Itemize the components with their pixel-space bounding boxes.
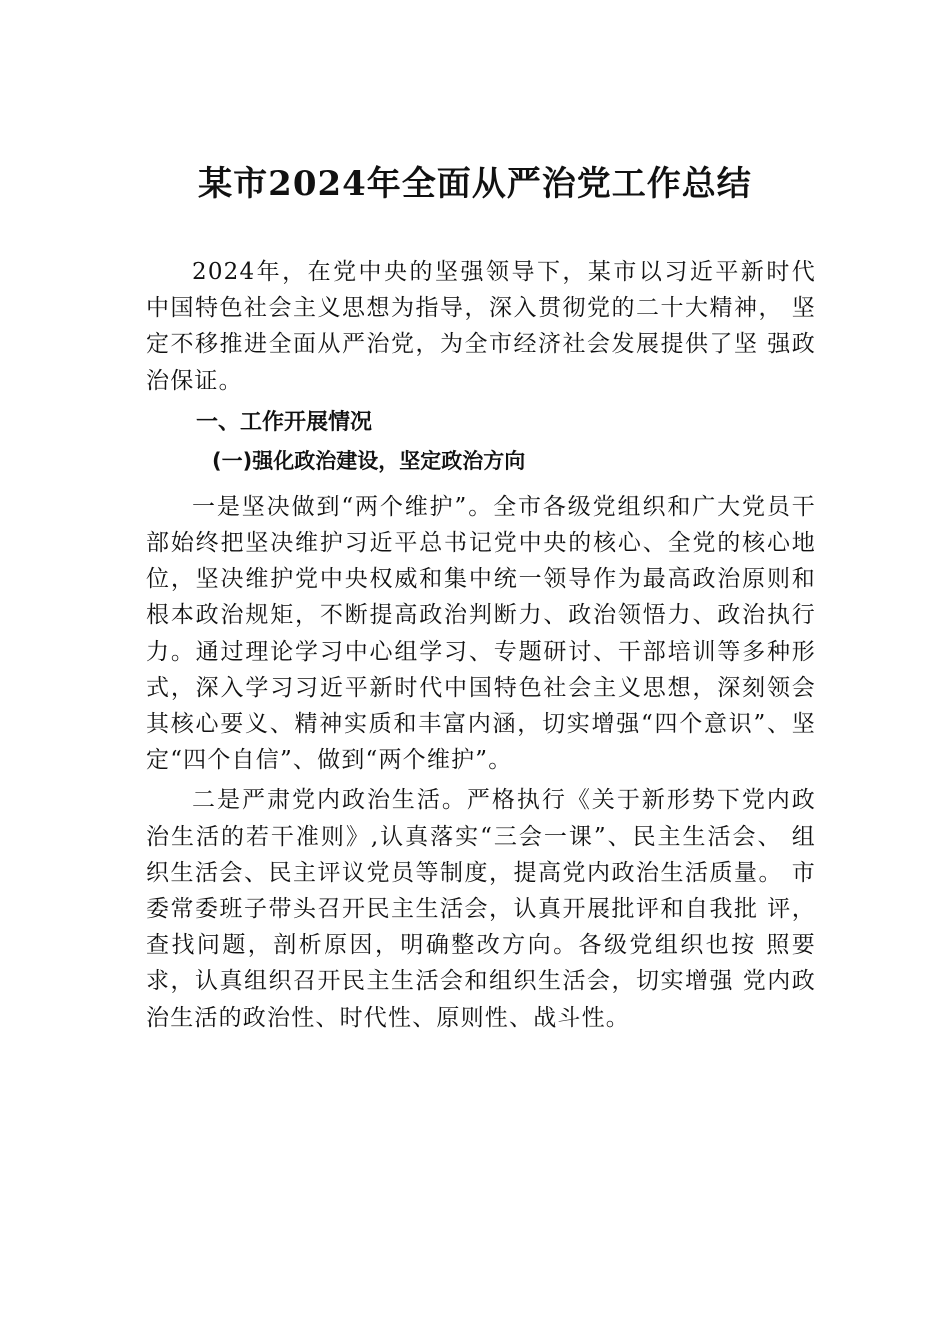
document-title: 某市2024年全面从严治党工作总结: [198, 164, 752, 204]
document-body: [146, 254, 816, 1040]
intro-paragraph: 2024年，在党中央的坚强领导下，某市以习近平新时代 中国特色社会主义思想为指导，深入贯彻党的二十大精神， 坚定不移推进全面从严治党，为全市经济社会发展提供了坚 强政治保证。: [146, 259, 816, 394]
body-paragraph-1: 一是坚决做到“两个维护”。全市各级党组织和广大党员干部始终把坚决维护习近平总书记党中央的核心、全党的核心地位，坚决维护党中央权威和集中统一领导作为最高政治原则和根本政治规矩，不断提高政治判断力、政治领悟力、政治执行力。通过理论学习中心组学习、专题研讨、干部培训等多种形式，深入学习习近平新时代中国特色社会主义思想，深刻领会其核心要义、精神实质和丰富内涵，切实增强“四个意识”、坚定“四个自信”、做到“两个维护”。: [146, 493, 816, 774]
body-paragraph-2: 二是严肃党内政治生活。严格执行《关于新形势下党内政治生活的若干准则》,认真落实“三会一课”、民主生活会、 组织生活会、民主评议党员等制度，提高党内政治生活质量。 市委常委班子带头召开民主生活会，认真开展批评和自我批 评，查找问题，剖析原因，明确整改方向。各级党组织也按 照要求，认真组织召开民主生活会和组织生活会，切实增强 党内政治生活的政治性、时代性、原则性、战斗性。: [146, 787, 816, 1031]
section-heading: 一、工作开展情况: [196, 409, 373, 435]
subsection-heading: (一)强化政治建设，坚定政治方向: [212, 448, 526, 473]
